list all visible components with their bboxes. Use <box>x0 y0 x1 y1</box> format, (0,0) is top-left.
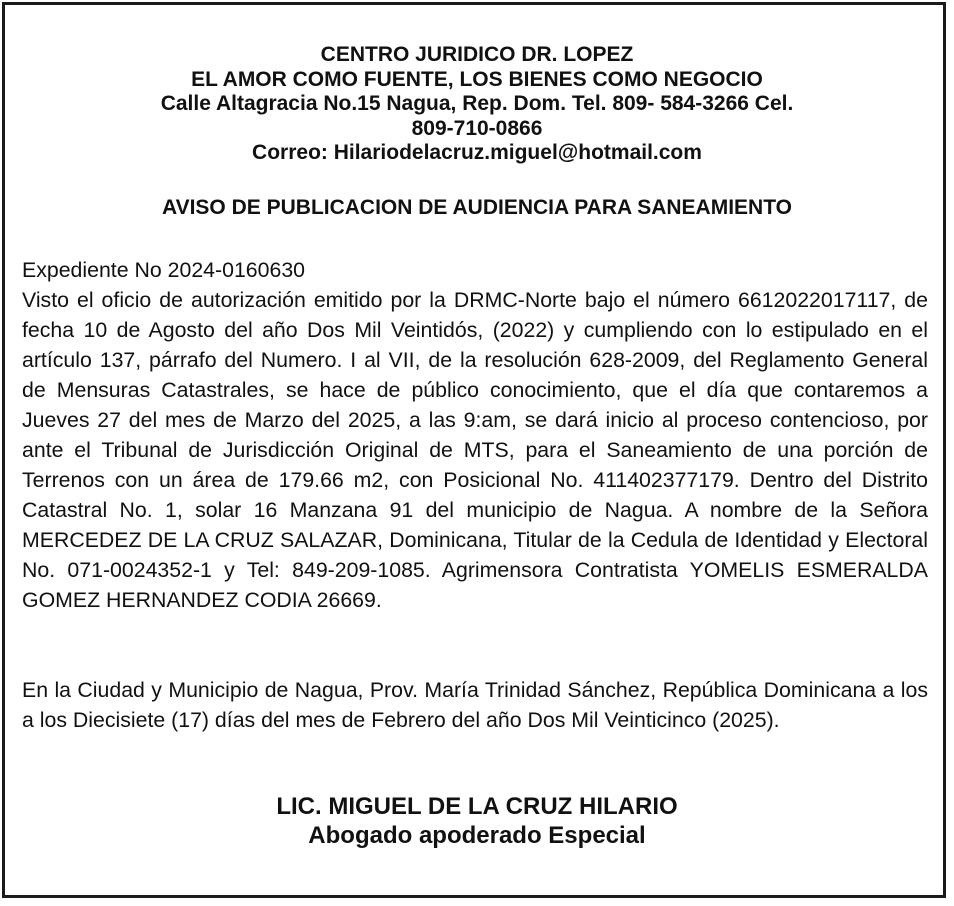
notice-frame <box>2 2 946 898</box>
organization-cell: 809-710-0866 <box>411 116 543 140</box>
city-date-paragraph: En la Ciudad y Municipio de Nagua, Prov. María Trinidad Sánchez, República Dominicana a los a los Diecisiete (17) días del mes de Febrero del año Dos Mil Veinticinco (2025). <box>22 678 928 732</box>
signature-block <box>5 792 946 850</box>
expediente-number: Expediente No 2024-0160630 <box>22 258 306 282</box>
organization-address: Calle Altagracia No.15 Nagua, Rep. Dom. Tel. 809- 584-3266 Cel. <box>160 92 794 115</box>
signer-role: Abogado apoderado Especial <box>308 822 646 849</box>
main-paragraph: Visto el oficio de autorización emitido por la DRMC-Norte bajo el número 6612022017117, de fecha 10 de Agosto del año Dos Mil Veintidós, (2022) y cumpliendo con lo estipulado en el artículo 137, párrafo del Numero. I al VII, de la resolución 628-2009, del Reglamento General de Mensuras Catastrales, se hace de público conocimiento, que el día que contaremos a Jueves 27 del mes de Marzo del 2025, a las 9:am, se dará inicio al proceso contencioso, por ante el Tribunal de Jurisdicción Original de MTS, para el Saneamiento de una porción de Terrenos con un área de 179.66 m2, con Posicional No. 411402377179. Dentro del Distrito Catastral No. 1, solar 16 Manzana 91 del municipio de Nagua. A nombre de la Señora MERCEDEZ DE LA CRUZ SALAZAR, Dominicana, Titular de la Cedula de Identidad y Electoral No. 071-0024352-1 y Tel: 849-209-1085. Agrimensora Contratista YOMELIS ESMERALDA GOMEZ HERNANDEZ CODIA 26669. <box>22 288 928 612</box>
letterhead <box>5 43 946 166</box>
organization-email: Correo: Hilariodelacruz.miguel@hotmail.com <box>252 141 702 164</box>
notice-title: AVISO DE PUBLICACION DE AUDIENCIA PARA SANEAMIENTO <box>161 196 793 219</box>
organization-name: CENTRO JURIDICO DR. LOPEZ <box>320 43 634 66</box>
organization-motto: EL AMOR COMO FUENTE, LOS BIENES COMO NEGOCIO <box>191 67 763 91</box>
signer-name: LIC. MIGUEL DE LA CRUZ HILARIO <box>276 793 678 820</box>
